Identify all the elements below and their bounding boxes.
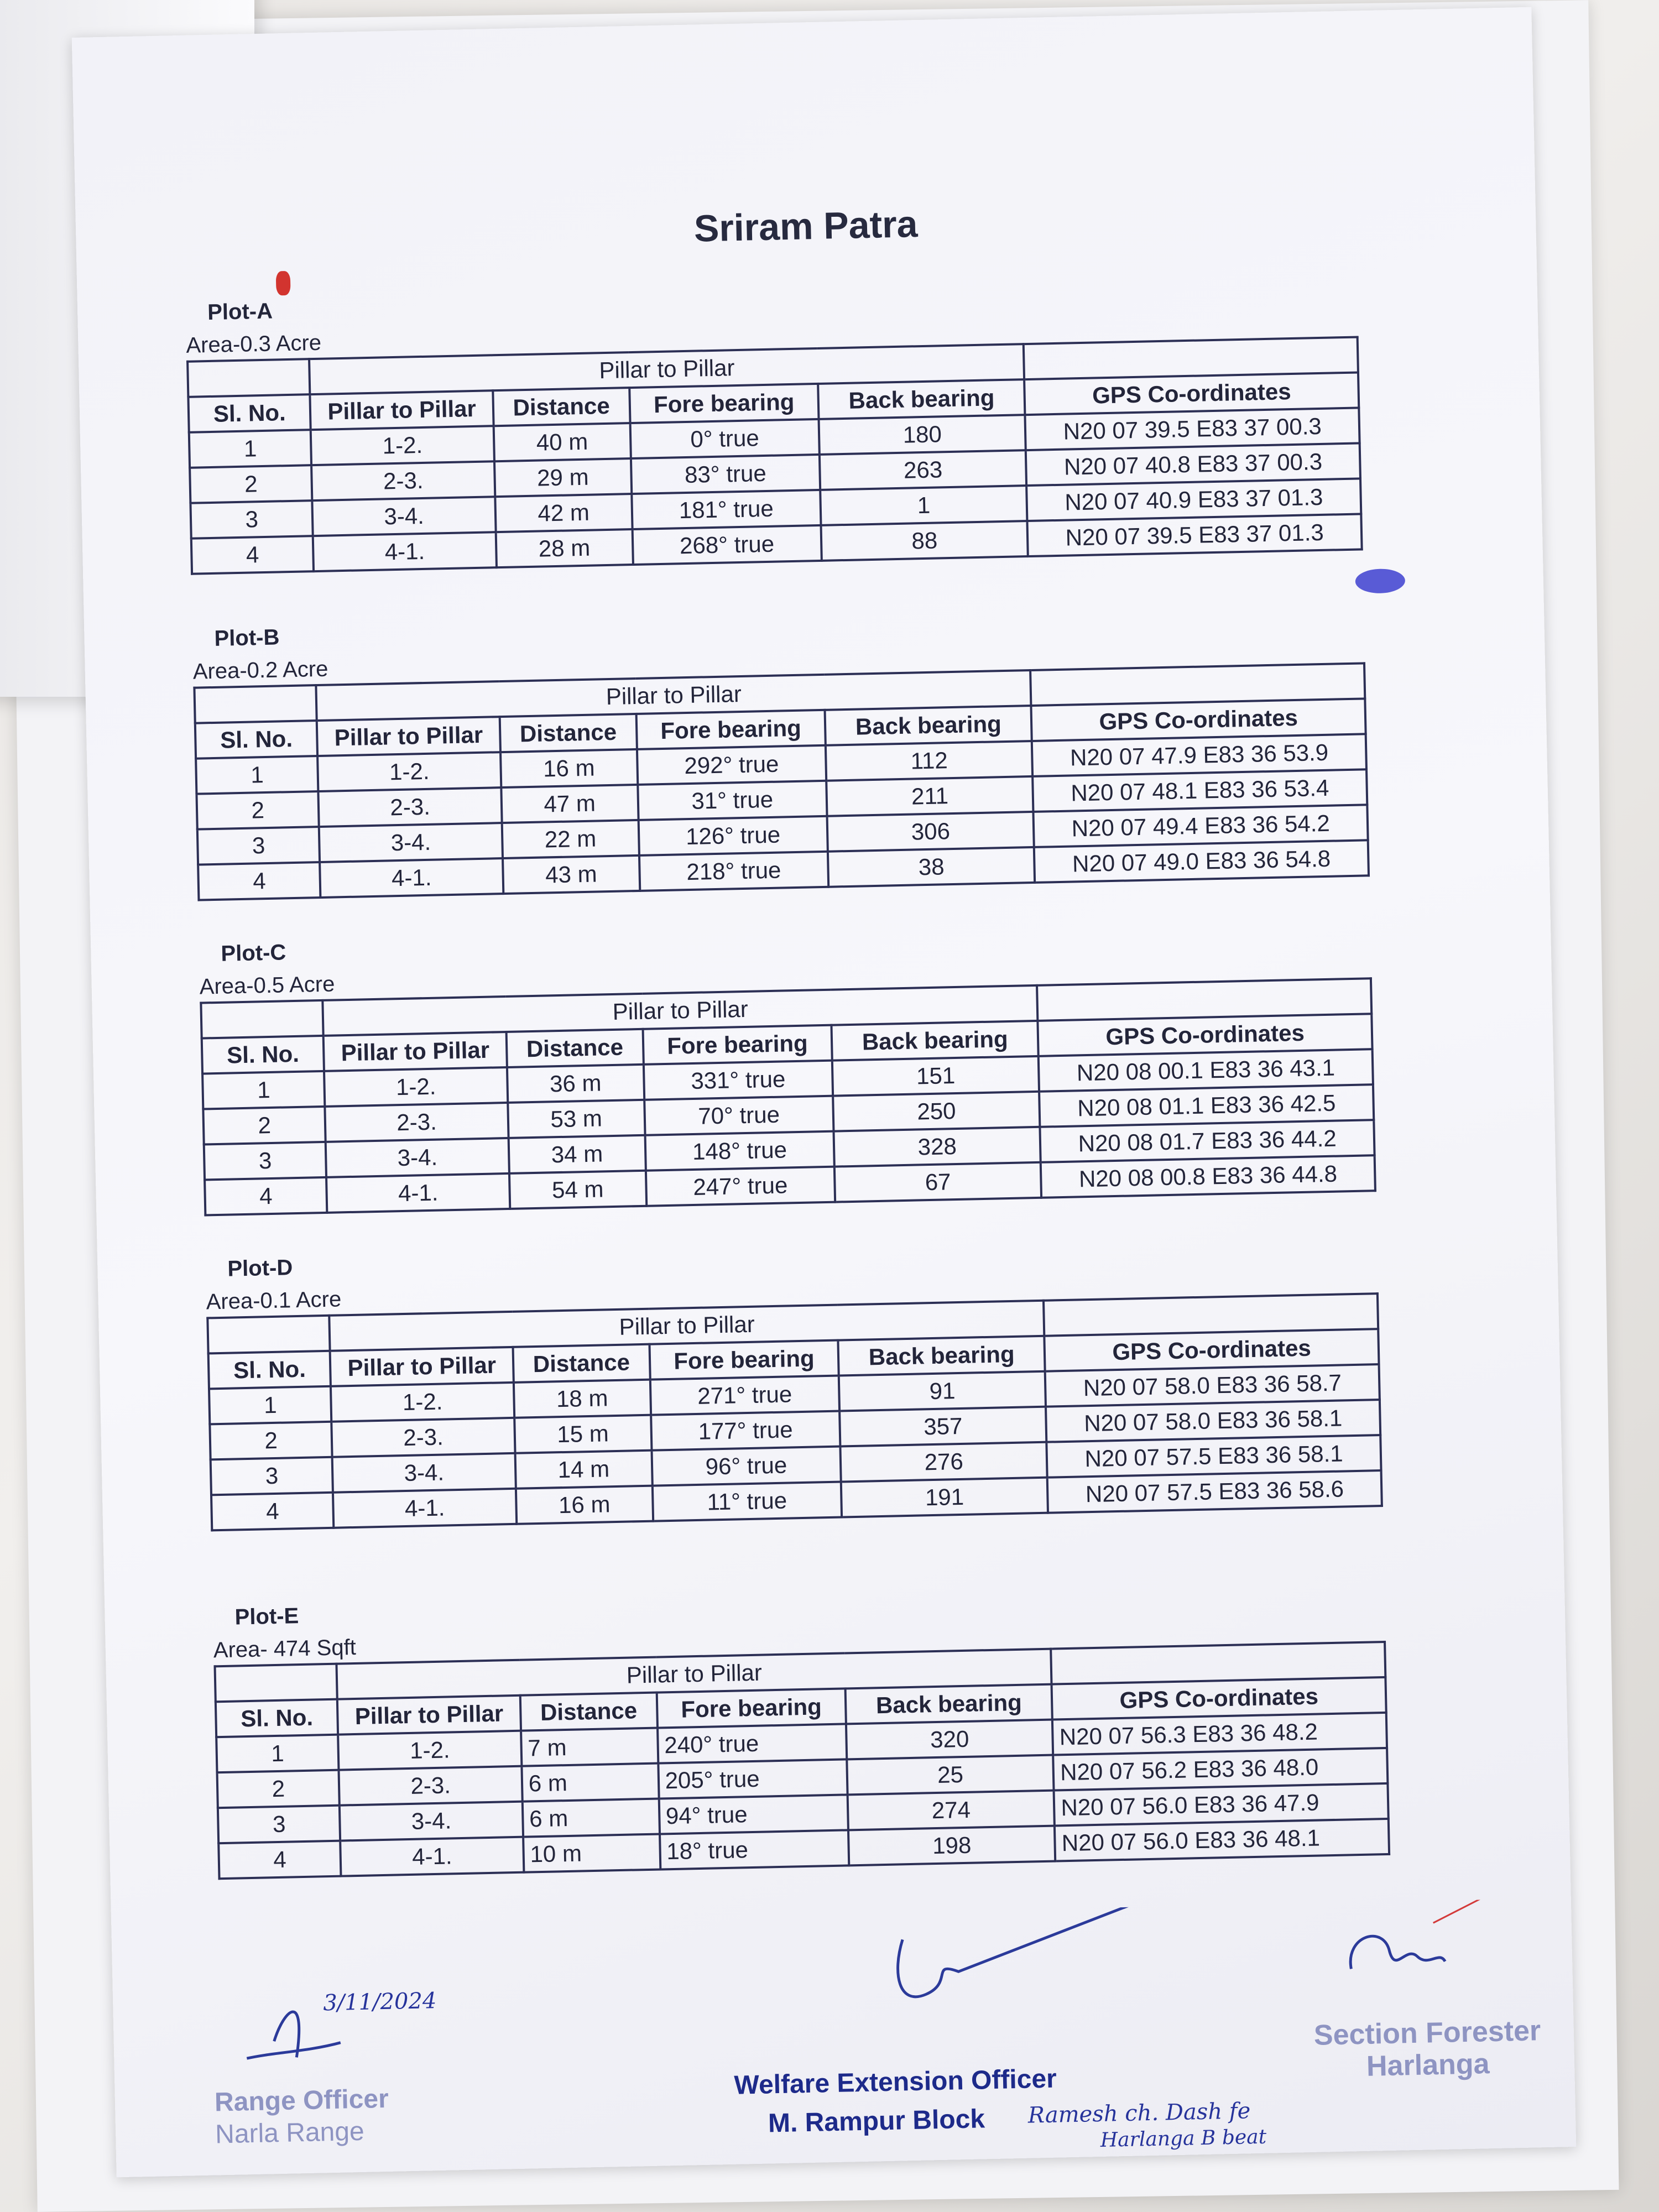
cell-distance: 14 m (515, 1451, 652, 1489)
wfo-place: M. Rampur Block (768, 2104, 985, 2138)
cell-gps: N20 07 39.5 E83 37 00.3 (1025, 408, 1360, 450)
cell-pp: 4-1. (341, 1837, 524, 1876)
cell-distance: 15 m (514, 1415, 651, 1453)
cell-back: 328 (834, 1127, 1041, 1167)
cell-distance: 43 m (503, 855, 640, 894)
cell-gps: N20 07 56.3 E83 36 48.2 (1052, 1713, 1387, 1755)
column-header-gps: GPS Co-ordinates (1031, 698, 1366, 741)
cell-gps: N20 07 57.5 E83 36 58.6 (1047, 1470, 1382, 1513)
plot-area: Area- 474 Sqft (213, 1635, 357, 1663)
column-header-pp: Pillar to Pillar (310, 390, 494, 430)
cell-sl: 2 (196, 791, 319, 830)
cell-gps: N20 07 48.1 E83 36 53.4 (1032, 769, 1367, 812)
cell-gps: N20 08 00.1 E83 36 43.1 (1039, 1049, 1373, 1092)
empty-header-cell (207, 1316, 330, 1354)
column-header-gps: GPS Co-ordinates (1052, 1677, 1386, 1720)
page-title: Sriram Patra (693, 203, 919, 250)
plot-label: Plot-C (221, 940, 286, 966)
empty-header-cell (194, 685, 317, 723)
cell-sl: 1 (209, 1386, 332, 1425)
column-header-distance: Distance (506, 1029, 643, 1067)
cell-fore: 271° true (650, 1376, 839, 1415)
cell-fore: 96° true (651, 1447, 841, 1486)
plot-section (199, 917, 1376, 1216)
plot-section (185, 276, 1363, 575)
cell-pp: 1-2. (317, 752, 501, 791)
column-header-sl: Sl. No. (195, 721, 318, 759)
cell-gps: N20 08 01.1 E83 36 42.5 (1039, 1084, 1374, 1127)
cell-distance: 7 m (521, 1728, 658, 1766)
pillar-group-header: Pillar to Pillar (309, 344, 1024, 394)
cell-distance: 6 m (523, 1799, 660, 1837)
cell-back: 274 (848, 1791, 1055, 1830)
cell-sl: 2 (217, 1770, 340, 1808)
cell-sl: 1 (216, 1735, 339, 1773)
column-header-pp: Pillar to Pillar (337, 1695, 521, 1735)
cell-fore: 11° true (652, 1482, 842, 1521)
cell-pp: 2-3. (319, 787, 502, 827)
column-header-fore: Fore bearing (629, 384, 819, 423)
cell-pp: 3-4. (312, 497, 496, 536)
plot-table (200, 977, 1376, 1216)
plot-table (213, 1641, 1390, 1880)
plot-area: Area-0.1 Acre (206, 1287, 342, 1314)
cell-pp: 1-2. (338, 1731, 522, 1770)
plot-area: Area-0.5 Acre (199, 972, 335, 999)
cell-distance: 47 m (501, 785, 638, 823)
cell-sl: 3 (218, 1806, 341, 1844)
cell-pp: 4-1. (326, 1173, 510, 1213)
section-forester-stamp (1313, 2015, 1542, 2084)
cell-distance: 54 m (509, 1171, 646, 1209)
cell-sl: 1 (196, 756, 319, 794)
plot-section (205, 1233, 1383, 1531)
cell-gps: N20 07 40.9 E83 37 01.3 (1026, 478, 1361, 521)
cell-pp: 2-3. (339, 1766, 523, 1806)
cell-pp: 1-2. (324, 1067, 508, 1107)
plot-table (193, 662, 1370, 901)
pillar-group-header: Pillar to Pillar (330, 1301, 1045, 1351)
column-header-back: Back bearing (818, 379, 1025, 419)
cell-back: 91 (839, 1371, 1046, 1411)
cell-gps: N20 07 56.0 E83 36 47.9 (1054, 1783, 1389, 1826)
plot-label: Plot-E (234, 1604, 299, 1630)
column-header-pp: Pillar to Pillar (330, 1347, 514, 1386)
empty-header-cell (187, 359, 310, 397)
cell-sl: 2 (190, 465, 312, 503)
cell-distance: 6 m (521, 1764, 659, 1802)
cell-sl: 2 (203, 1107, 326, 1145)
cell-distance: 34 m (508, 1135, 645, 1173)
signature-area (211, 1898, 1570, 2158)
pillar-group-header: Pillar to Pillar (316, 670, 1031, 721)
column-header-pp: Pillar to Pillar (324, 1032, 507, 1071)
cell-back: 67 (834, 1162, 1042, 1202)
cell-fore: 18° true (660, 1830, 849, 1869)
cell-fore: 247° true (646, 1167, 836, 1206)
cell-sl: 4 (205, 1177, 327, 1215)
cell-sl: 3 (190, 500, 313, 539)
column-header-distance: Distance (513, 1344, 650, 1383)
pillar-group-header: Pillar to Pillar (323, 985, 1038, 1036)
handwritten-note-line1: Ramesh ch. Dash fe (1027, 2098, 1251, 2128)
cell-pp: 1-2. (331, 1383, 514, 1422)
column-header-gps: GPS Co-ordinates (1038, 1014, 1373, 1056)
cell-fore: 292° true (637, 745, 827, 785)
wfo-title: Welfare Extension Officer (734, 2064, 1057, 2100)
column-header-distance: Distance (499, 714, 637, 752)
section-forester-place: Harlanga (1366, 2048, 1490, 2083)
column-header-back: Back bearing (825, 706, 1032, 745)
column-header-distance: Distance (520, 1693, 658, 1731)
cell-sl: 3 (197, 827, 320, 865)
cell-distance: 16 m (516, 1486, 653, 1524)
cell-back: 191 (841, 1478, 1048, 1517)
cell-fore: 177° true (651, 1411, 841, 1451)
cell-gps: N20 07 57.5 E83 36 58.1 (1047, 1435, 1381, 1478)
section-forester-title: Section Forester (1313, 2015, 1541, 2052)
range-officer-place: Narla Range (215, 2116, 365, 2150)
column-header-fore: Fore bearing (643, 1025, 832, 1065)
cell-fore: 70° true (644, 1096, 834, 1135)
cell-pp: 2-3. (332, 1418, 515, 1457)
column-header-pp: Pillar to Pillar (317, 717, 500, 756)
cell-fore: 218° true (639, 852, 829, 891)
column-header-sl: Sl. No. (188, 394, 311, 432)
cell-distance: 40 m (493, 423, 630, 461)
plot-table (206, 1292, 1383, 1531)
cell-back: 1 (820, 486, 1027, 525)
cell-distance: 53 m (508, 1100, 645, 1138)
cell-back: 198 (848, 1826, 1056, 1866)
cell-sl: 4 (198, 862, 321, 900)
plot-label: Plot-A (207, 299, 273, 325)
cell-gps: N20 08 00.8 E83 36 44.8 (1041, 1155, 1375, 1198)
cell-back: 263 (820, 450, 1027, 490)
document-page (72, 7, 1576, 2177)
column-header-fore: Fore bearing (656, 1688, 846, 1728)
cell-fore: 148° true (645, 1131, 834, 1171)
cell-back: 320 (846, 1720, 1053, 1760)
cell-sl: 1 (189, 430, 312, 468)
column-header-back: Back bearing (831, 1021, 1039, 1061)
plot-section (212, 1581, 1390, 1880)
cell-back: 38 (828, 847, 1035, 887)
cell-back: 211 (826, 776, 1034, 816)
cell-back: 306 (827, 812, 1035, 852)
plot-area: Area-0.3 Acre (186, 330, 322, 358)
column-header-distance: Distance (493, 388, 630, 426)
cell-fore: 31° true (638, 781, 827, 820)
cell-sl: 4 (191, 536, 314, 574)
column-header-fore: Fore bearing (636, 710, 826, 749)
column-header-back: Back bearing (846, 1684, 1053, 1724)
cell-distance: 18 m (514, 1380, 651, 1418)
cell-sl: 2 (210, 1422, 332, 1460)
cell-pp: 3-4. (340, 1802, 523, 1841)
cell-pp: 2-3. (311, 461, 495, 500)
cell-back: 112 (826, 741, 1033, 781)
cell-pp: 2-3. (325, 1103, 509, 1142)
column-header-sl: Sl. No. (208, 1351, 331, 1389)
cell-pp: 3-4. (326, 1138, 509, 1177)
cell-sl: 1 (202, 1071, 325, 1109)
cell-back: 276 (840, 1442, 1047, 1482)
cell-pp: 3-4. (332, 1453, 516, 1493)
cell-distance: 42 m (495, 494, 632, 532)
cell-gps: N20 07 49.0 E83 36 54.8 (1034, 840, 1369, 883)
column-header-fore: Fore bearing (649, 1340, 839, 1380)
cell-fore: 94° true (659, 1794, 848, 1834)
cell-sl: 4 (218, 1841, 341, 1879)
cell-fore: 240° true (658, 1724, 847, 1763)
column-header-gps: GPS Co-ordinates (1024, 372, 1359, 415)
cell-fore: 205° true (658, 1759, 848, 1798)
cell-back: 25 (847, 1755, 1054, 1795)
range-officer-handwriting: 3/11/2024 (322, 1988, 437, 2016)
cell-fore: 83° true (631, 455, 821, 494)
handwritten-note-line2: Harlanga B beat (1100, 2125, 1267, 2152)
cell-gps: N20 07 39.5 E83 37 01.3 (1027, 514, 1362, 556)
cell-fore: 0° true (630, 419, 820, 458)
cell-fore: 126° true (638, 816, 828, 855)
red-ink-mark (276, 271, 291, 296)
cell-gps: N20 07 58.0 E83 36 58.1 (1046, 1400, 1380, 1442)
plot-area: Area-0.2 Acre (192, 656, 328, 684)
range-officer-stamp (214, 2083, 389, 2151)
cell-pp: 4-1. (320, 858, 503, 898)
cell-back: 88 (821, 521, 1029, 561)
cell-gps: N20 08 01.7 E83 36 44.2 (1040, 1120, 1375, 1162)
cell-sl: 3 (204, 1142, 327, 1180)
cell-distance: 22 m (502, 820, 639, 858)
cell-sl: 4 (211, 1493, 334, 1531)
cell-gps: N20 07 58.0 E83 36 58.7 (1045, 1364, 1380, 1407)
cell-distance: 10 m (523, 1834, 660, 1872)
cell-distance: 16 m (500, 749, 638, 787)
cell-distance: 28 m (495, 529, 633, 567)
pillar-group-header: Pillar to Pillar (337, 1649, 1052, 1699)
ink-blot (1355, 568, 1405, 594)
cell-pp: 1-2. (311, 426, 494, 465)
plot-label: Plot-D (227, 1255, 293, 1281)
plot-label: Plot-B (214, 625, 280, 651)
cell-back: 250 (833, 1092, 1040, 1131)
column-header-back: Back bearing (838, 1336, 1045, 1376)
plot-section (192, 602, 1370, 901)
range-officer-title: Range Officer (214, 2084, 389, 2117)
column-header-sl: Sl. No. (216, 1699, 338, 1738)
cell-sl: 3 (211, 1457, 333, 1495)
cell-pp: 3-4. (319, 823, 503, 862)
cell-distance: 36 m (507, 1065, 644, 1103)
empty-header-cell (215, 1664, 338, 1702)
empty-header-cell (201, 1000, 324, 1039)
cell-back: 357 (839, 1407, 1047, 1447)
plot-table (186, 336, 1363, 575)
cell-pp: 4-1. (333, 1489, 517, 1528)
cell-back: 180 (819, 415, 1026, 455)
cell-gps: N20 07 47.9 E83 36 53.9 (1032, 734, 1366, 776)
cell-gps: N20 07 40.8 E83 37 00.3 (1026, 443, 1360, 486)
cell-fore: 331° true (644, 1061, 833, 1100)
cell-fore: 181° true (632, 490, 821, 529)
cell-gps: N20 07 56.0 E83 36 48.1 (1055, 1819, 1389, 1861)
column-header-sl: Sl. No. (202, 1036, 325, 1074)
cell-gps: N20 07 49.4 E83 36 54.2 (1034, 805, 1368, 847)
cell-pp: 4-1. (313, 532, 497, 571)
cell-distance: 29 m (494, 458, 632, 497)
cell-gps: N20 07 56.2 E83 36 48.0 (1053, 1748, 1388, 1791)
cell-back: 151 (832, 1056, 1040, 1096)
cell-fore: 268° true (632, 525, 822, 565)
column-header-gps: GPS Co-ordinates (1045, 1329, 1379, 1371)
